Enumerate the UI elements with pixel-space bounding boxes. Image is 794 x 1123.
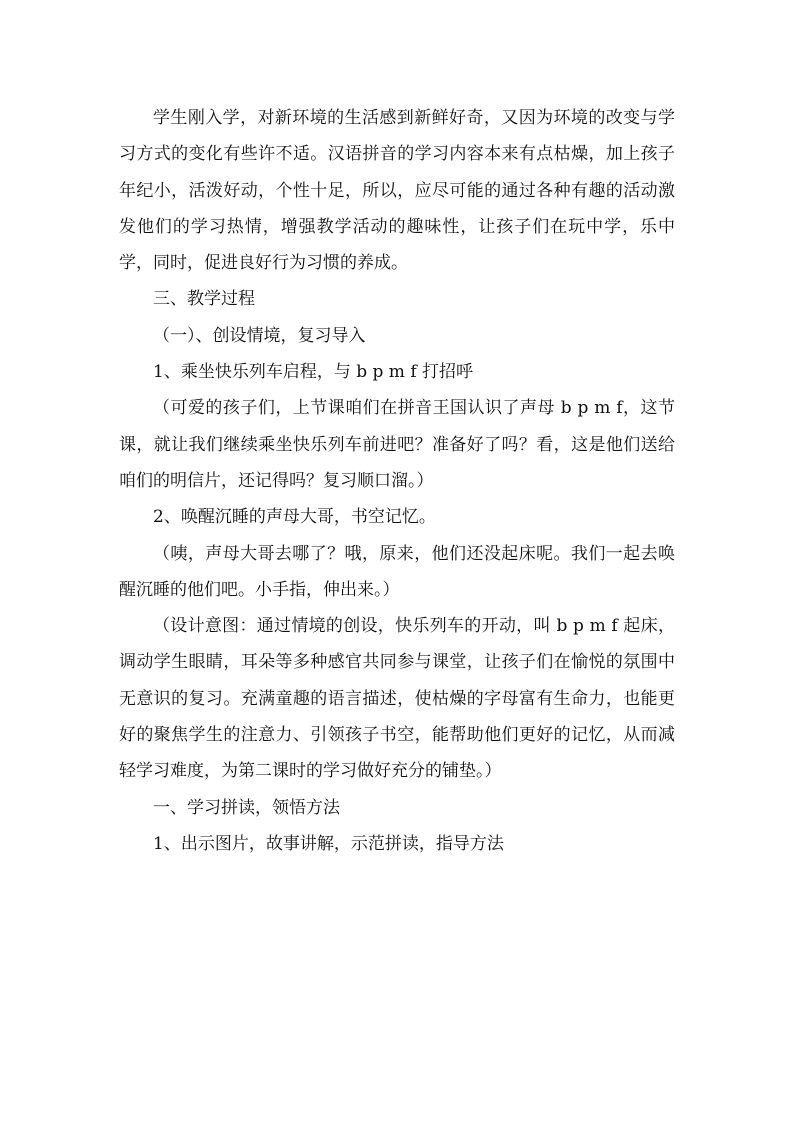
document-body <box>119 100 675 862</box>
paragraph-wake-dialogue: （咦，声母大哥去哪了？哦，原来，他们还没起床呢。我们一起去唤醒沉睡的他们吧。小手指，伸出来。） <box>119 543 675 600</box>
paragraph-intro: 学生刚入学，对新环境的生活感到新鲜好奇，又因为环境的改变与学习方式的变化有些许不适。汉语拼音的学习内容本来有点枯燥，加上孩子年纪小，活泼好动，个性十足，所以，应尽可能的通过各种有趣的活动激发他们的学习热情，增强教学活动的趣味性，让孩子们在玩中学，乐中学，同时，促进良好行为习惯的养成。 <box>119 108 675 274</box>
step-heading-train-greeting: 1、乘坐快乐列车启程，与 b p m f 打招呼 <box>153 362 474 383</box>
paragraph-train-dialogue: （可爱的孩子们，上节课咱们在拼音王国认识了声母 b p m f，这节课，就让我们继续乘坐快乐列车前进吧？准备好了吗？看，这是他们送给咱们的明信片，还记得吗？复习顺口溜。） <box>119 398 675 491</box>
section-heading-learn-reading: 一、学习拼读，领悟方法 <box>153 797 340 818</box>
subsection-heading-situation-review: （一）、创设情境，复习导入 <box>153 325 366 346</box>
step-heading-show-pictures: 1、出示图片，故事讲解，示范拼读，指导方法 <box>153 833 504 854</box>
section-heading-teaching-process: 三、教学过程 <box>153 289 255 310</box>
paragraph-design-intent: （设计意图：通过情境的创设，快乐列车的开动，叫 b p m f 起床，调动学生眼睛，耳朵等多种感官共同参与课堂，让孩子们在愉悦的氛围中无意识的复习。充满童趣的语言描述，使枯燥的字母富有生命力，也能更好的聚焦学生的注意力、引领孩子书空，能帮助他们更好的记忆，从而减轻学习难度，为第二课时的学习做好充分的铺垫。） <box>119 616 675 782</box>
step-heading-wake-initials: 2、唤醒沉睡的声母大哥，书空记忆。 <box>153 507 436 528</box>
